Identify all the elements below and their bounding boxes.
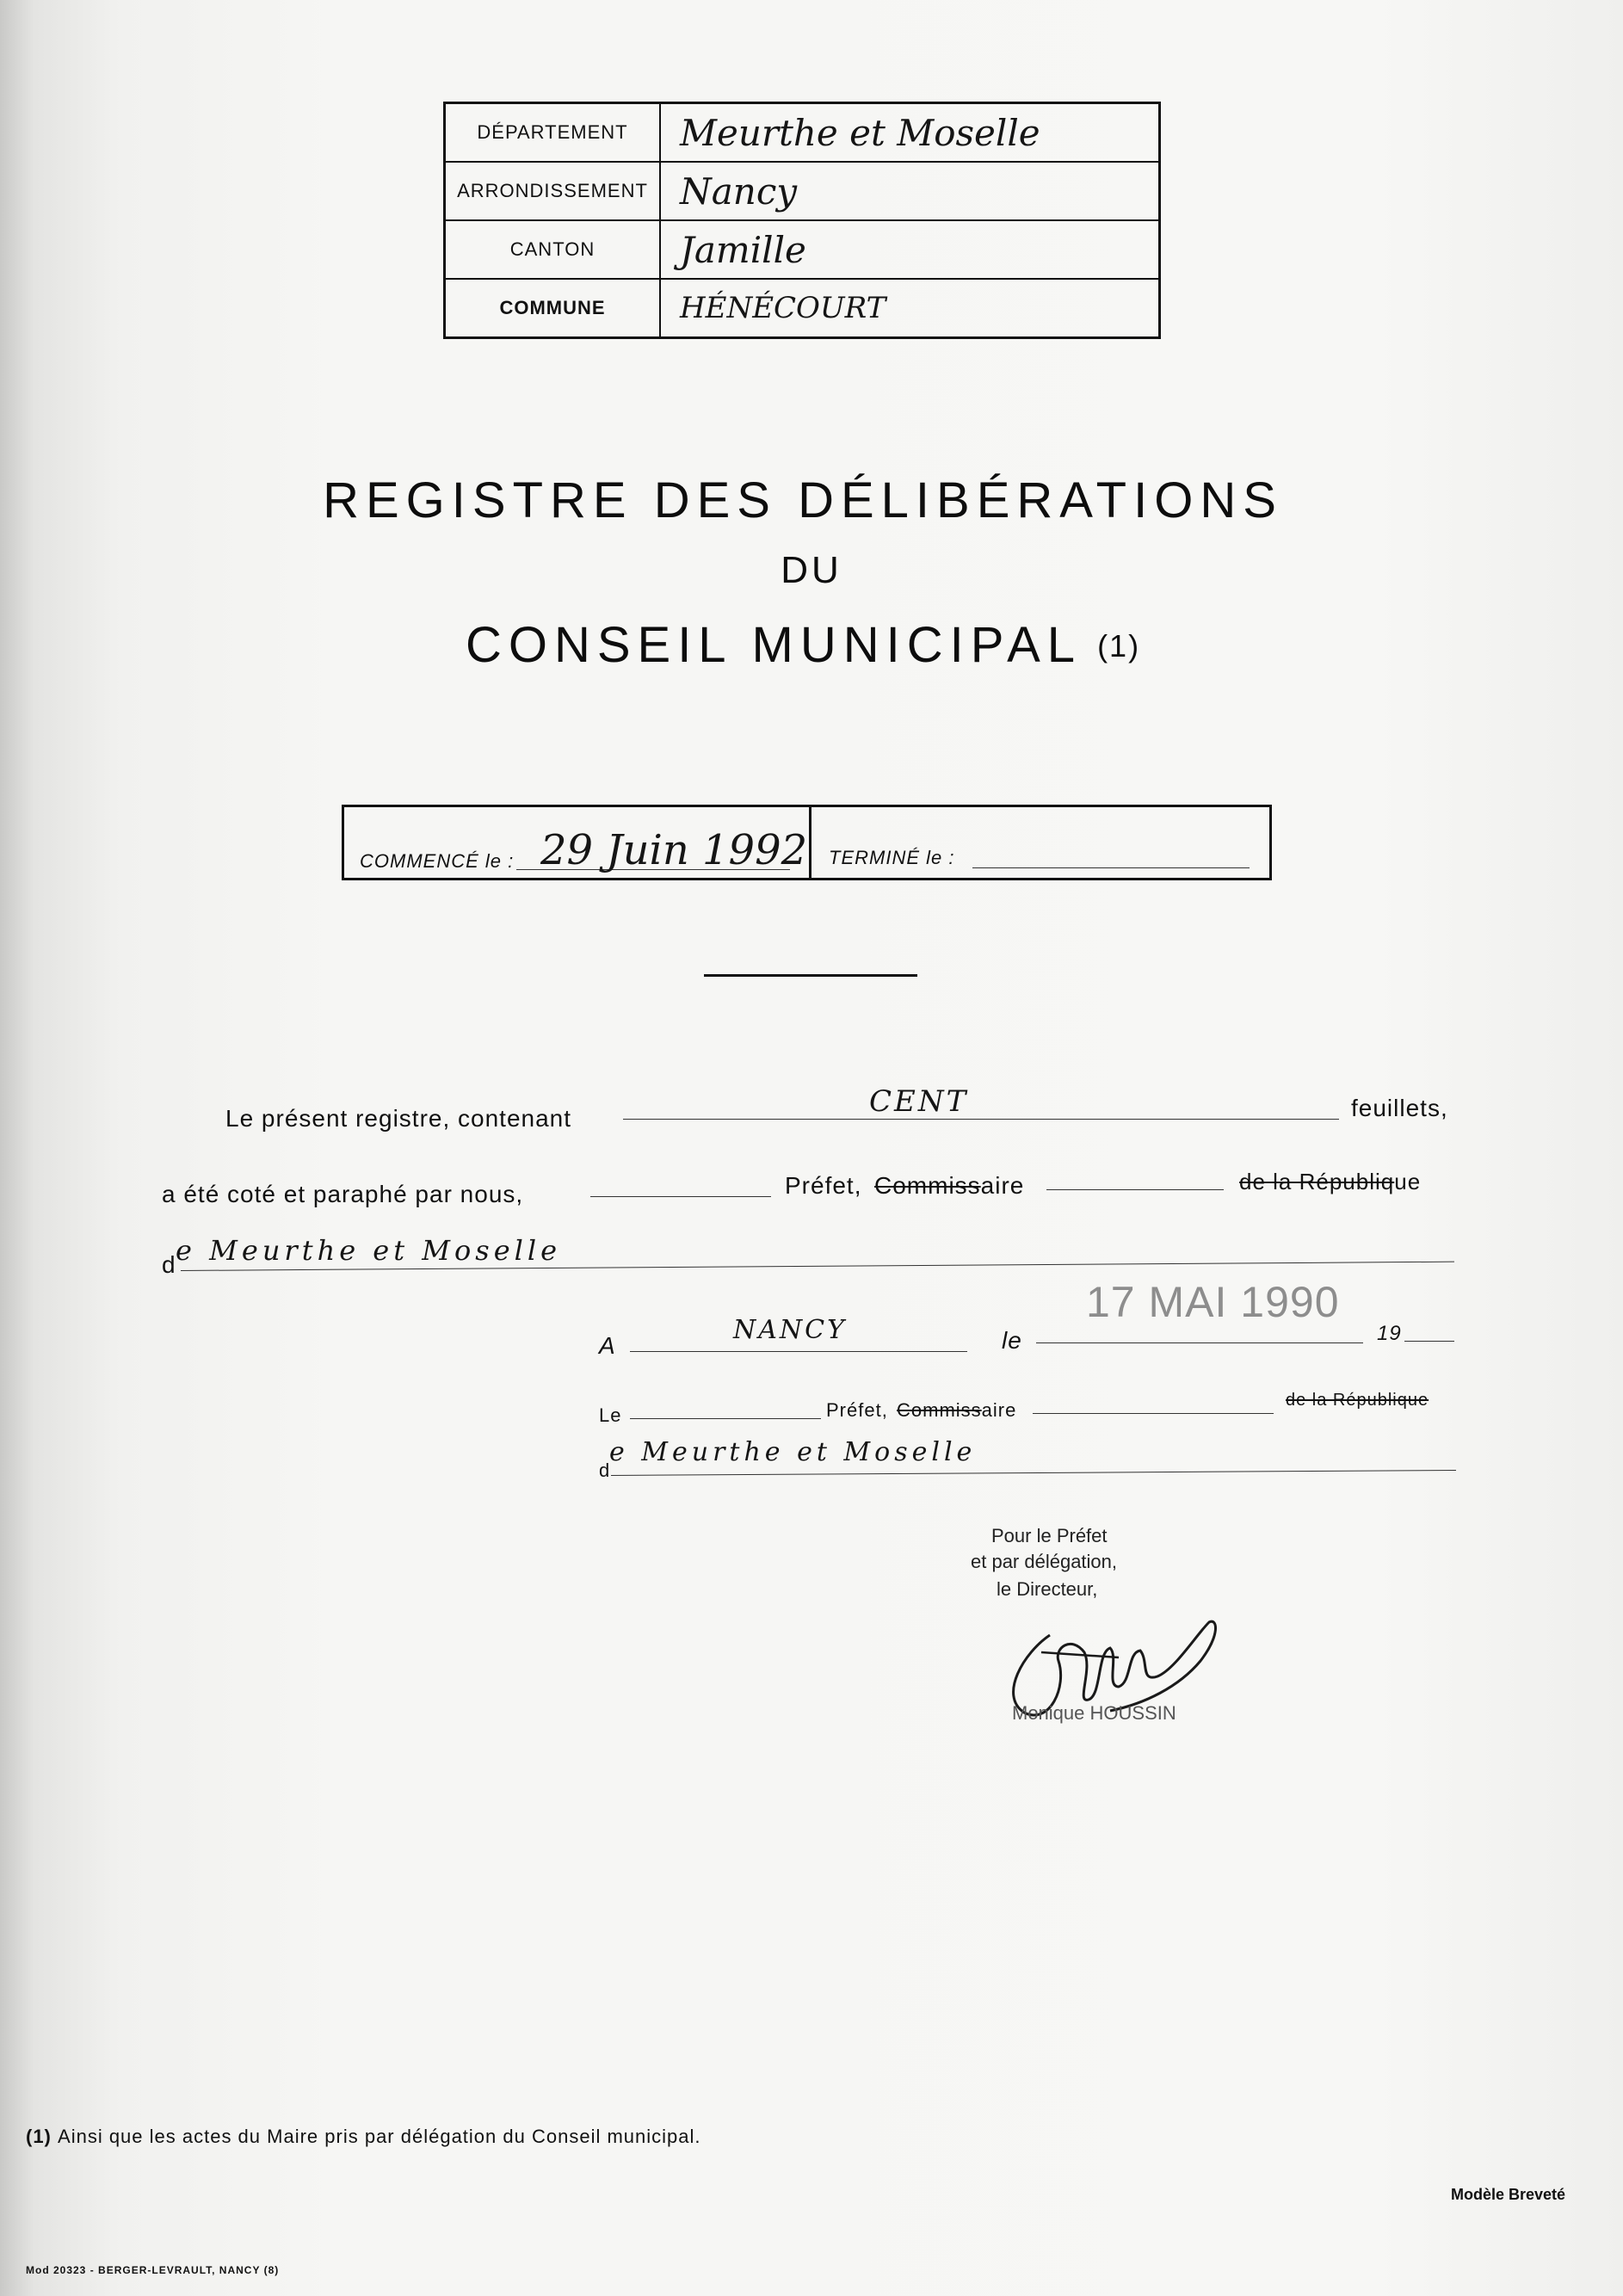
commence-value: 29 Juin 1992 <box>540 826 808 874</box>
place-prefix: A <box>599 1332 616 1359</box>
commissaire-line-2 <box>1033 1413 1274 1414</box>
date-box <box>342 805 1272 880</box>
commissaire-label <box>874 1172 1024 1200</box>
signatory-name: Monique HOUSSIN <box>1012 1702 1176 1724</box>
commune-value: HÉNÉCOURT <box>660 279 1160 338</box>
commissaire-label-2 <box>897 1399 1016 1422</box>
departement-line-2 <box>611 1470 1456 1476</box>
commissaire-struck: Commiss <box>874 1172 981 1199</box>
paraphe-name-line <box>590 1196 771 1197</box>
footnote-ref: (1) <box>26 2126 52 2147</box>
date-prefix: le <box>1002 1327 1022 1354</box>
place-value: NANCY <box>733 1315 847 1345</box>
departement-de-prefix: d <box>162 1251 176 1278</box>
date-year: 19 <box>1377 1322 1402 1345</box>
patent-mark: Modèle Breveté <box>1451 2186 1566 2203</box>
republique-struck: de la Républiq <box>1239 1169 1395 1194</box>
prefet-label: Préfet, <box>785 1172 862 1199</box>
commissaire-struck-2: Commiss <box>897 1399 982 1421</box>
commissaire-end-2: aire <box>981 1399 1017 1421</box>
departement-label: DÉPARTEMENT <box>445 103 661 163</box>
delegation-line-3: le Directeur, <box>997 1578 1098 1600</box>
le-line <box>630 1418 821 1419</box>
title-line-2: DU <box>781 549 842 591</box>
commence-label: COMMENCÉ le : <box>360 850 515 872</box>
title-line-3 <box>0 616 1614 674</box>
commune-label: COMMUNE <box>445 279 661 338</box>
separator-rule <box>704 974 917 977</box>
feuillets-value: CENT <box>869 1084 969 1119</box>
republique-struck-2: de la République <box>1286 1391 1429 1410</box>
footnote-text: Ainsi que les actes du Maire pris par délégation du Conseil municipal. <box>58 2126 701 2147</box>
date-stamp: 17 MAI 1990 <box>1086 1278 1340 1326</box>
canton-label: CANTON <box>445 220 661 279</box>
prefet-label-2: Préfet, <box>826 1399 888 1421</box>
table-row <box>445 162 1160 220</box>
feuillets-line <box>623 1119 1339 1120</box>
feuillets-suffix: feuillets, <box>1351 1095 1448 1121</box>
date-box-divider <box>809 807 812 878</box>
de-label-2: d <box>599 1460 611 1481</box>
termine-label: TERMINÉ le : <box>829 847 955 868</box>
republique-label <box>1239 1169 1421 1195</box>
departement-name-2: e Meurthe et Moselle <box>609 1437 977 1467</box>
termine-line <box>972 867 1250 868</box>
delegation-line-1: Pour le Préfet <box>991 1525 1108 1546</box>
cote-paraphe-prefix: a été coté et paraphé par nous, <box>162 1181 524 1207</box>
republique-end: ue <box>1394 1169 1422 1194</box>
date-line <box>1036 1342 1363 1343</box>
table-row <box>445 279 1160 338</box>
title-conseil-municipal: CONSEIL MUNICIPAL <box>465 617 1083 673</box>
title-footnote-ref: (1) <box>1097 628 1141 663</box>
year-line <box>1404 1341 1454 1342</box>
canton-value: Jamille <box>660 220 1160 279</box>
arrondissement-label: ARRONDISSEMENT <box>445 162 661 220</box>
form-reference: Mod 20323 - BERGER-LEVRAULT, NANCY (8) <box>26 2264 280 2276</box>
feuillets-prefix: Le présent registre, contenant <box>225 1105 572 1132</box>
footnote <box>26 2126 701 2148</box>
administrative-info-table <box>443 102 1161 339</box>
arrondissement-value: Nancy <box>660 162 1160 220</box>
delegation-line-2: et par délégation, <box>971 1551 1118 1572</box>
commissaire-end: aire <box>980 1172 1025 1199</box>
table-row <box>445 220 1160 279</box>
place-line <box>630 1351 967 1352</box>
table-row <box>445 103 1160 163</box>
commissaire-line <box>1046 1189 1224 1190</box>
departement-name: e Meurthe et Moselle <box>176 1234 562 1267</box>
title-line-1: REGISTRE DES DÉLIBÉRATIONS <box>323 472 1283 528</box>
le-label: Le <box>599 1404 622 1426</box>
departement-value: Meurthe et Moselle <box>660 103 1160 163</box>
